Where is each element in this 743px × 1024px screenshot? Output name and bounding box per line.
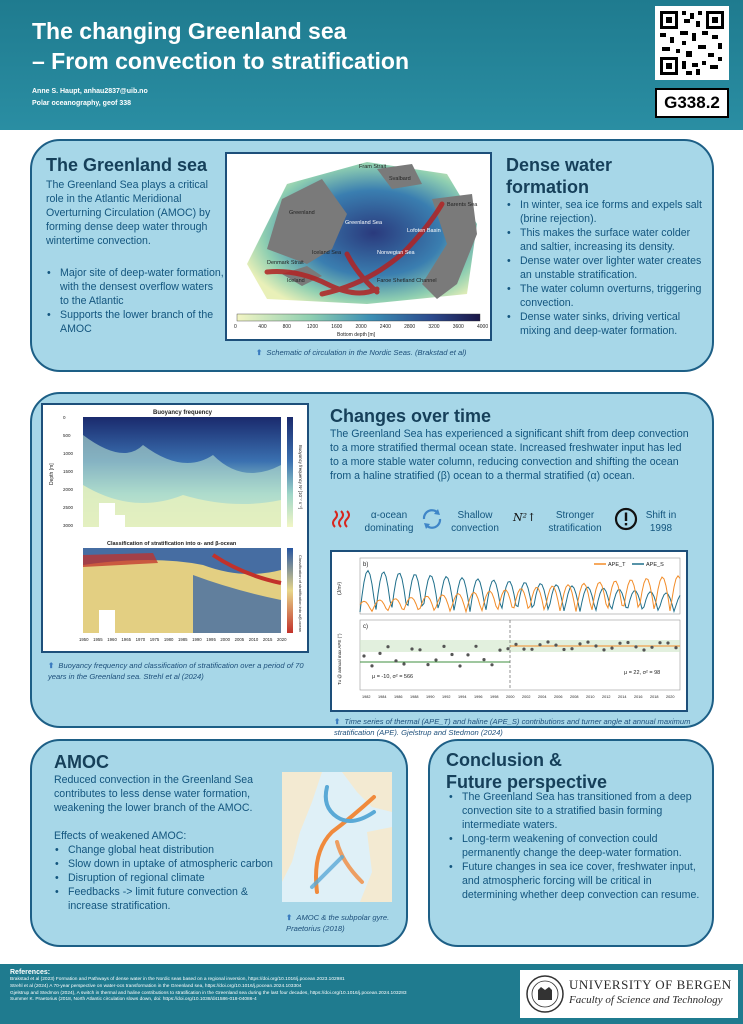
turner-point (546, 640, 549, 643)
poster-title: The changing Greenland sea – From convection to stratification (32, 18, 409, 74)
conclusion-bullets (448, 790, 706, 902)
turner-point (674, 646, 677, 649)
axis-label-y: Depth [m] (49, 463, 55, 485)
x-tick-label: 1965 (121, 637, 131, 642)
colorbar-tick: 1200 (306, 324, 319, 330)
x-tick-label: 1955 (93, 637, 103, 642)
legend-t: APE_T (608, 562, 626, 568)
amoc-bullets (54, 843, 280, 913)
icon-label: Stronger stratification (548, 510, 602, 534)
map-label: Barents Sea (447, 202, 478, 208)
colorbar-label: Bottom depth [m] (337, 332, 376, 338)
icon-item (330, 509, 352, 533)
icon-item (614, 507, 638, 535)
list-item: • The water column overturns, triggering convection. (506, 282, 706, 310)
year-tick-label: 1994 (458, 695, 467, 699)
list-item: • Disruption of regional climate (54, 871, 280, 885)
list-item: • Slow down in uptake of atmospheric carbon (54, 857, 280, 871)
colorbar-tick: 3600 (452, 324, 464, 330)
panel-label-b: b) (363, 562, 369, 568)
stat-label: μ = -10, σ² = 566 (372, 674, 414, 680)
turner-point (554, 644, 557, 647)
reference-item: Strehl et al (2024) A 70-year perspective on water-ocs transformation in the Greenland sea, https://doi.org/10.1016/j.pocean.2024.103304 (10, 983, 302, 989)
list-item: • Dense water over lighter water creates an unstable stratification. (506, 254, 706, 282)
university-logo (520, 970, 738, 1018)
colorbar-tick: 800 (282, 324, 291, 330)
greenland-heading: The Greenland sea (46, 155, 208, 175)
data-gap (115, 515, 125, 527)
buoyancy-figure (41, 403, 309, 653)
turner-point (402, 662, 405, 665)
y-tick-label: 500 (63, 433, 71, 438)
axis-label-y: Tu @ annual max APE (°) (337, 633, 342, 685)
dense-bullets (506, 198, 706, 338)
turner-point (642, 648, 645, 651)
year-tick-label: 1990 (426, 695, 435, 699)
amoc-heading: AMOC (54, 752, 109, 772)
heat-waves-icon (331, 509, 351, 529)
turner-point (650, 646, 653, 649)
qr-code[interactable] (655, 6, 729, 80)
map-label: Faroe Shetland Channel (377, 278, 437, 284)
caption-arrow-icon: ⬆ (48, 661, 55, 670)
list-item: • Long-term weakening of convection could permanently change the deep-water formation. (448, 832, 706, 860)
amoc-caption: ⬆ AMOC & the subpolar gyre. Praetorius (2018) (286, 913, 390, 933)
changes-text: The Greenland Sea has experienced a significant shift from deep convection to a more stratified thermal ocean state. Increased freshwater input has led to a more stable water column, reducing convection and shifting the ocean from a haline stratified (β) ocean to a thermal stratified (α) ocean. (330, 428, 689, 482)
y-tick-label: 0 (63, 415, 66, 420)
y-tick-label: 2000 (63, 487, 74, 492)
turner-point (522, 648, 525, 651)
year-tick-label: 1996 (474, 695, 483, 699)
turner-point (394, 659, 397, 662)
ape-figure (330, 550, 688, 712)
panel-label-c: c) (363, 624, 368, 630)
x-tick-label: 1975 (149, 637, 160, 642)
x-tick-label: 1970 (135, 637, 146, 642)
turner-point (506, 647, 509, 650)
amoc-effects-title: Effects of weakened AMOC: (54, 830, 187, 842)
changes-heading: Changes over time (330, 406, 492, 426)
x-tick-label: 1960 (107, 637, 117, 642)
university-name: UNIVERSITY OF BERGEN (569, 977, 732, 992)
x-tick-label: 2010 (248, 637, 259, 642)
list-item: • Future changes in sea ice cover, freshwater input, and atmospheric forcing will be critical in determining whether deep convection can resume. (448, 860, 706, 902)
year-tick-label: 1982 (362, 695, 371, 699)
year-tick-label: 1992 (442, 695, 451, 699)
turner-point (458, 664, 461, 667)
turner-point (514, 643, 517, 646)
turner-point (418, 648, 421, 651)
x-tick-label: 2015 (262, 637, 273, 642)
year-tick-label: 2016 (634, 695, 643, 699)
turner-point (578, 642, 581, 645)
x-tick-label: 1990 (192, 637, 202, 642)
amoc-intro: Reduced convection in the Greenland Sea contributes to less dense water formation, weakening the lower branch of the AMOC. (54, 774, 254, 814)
map-label: Iceland Sea (312, 250, 342, 256)
year-tick-label: 2006 (554, 695, 563, 699)
list-item: • In winter, sea ice forms and expels salt (brine rejection). (506, 198, 706, 226)
map-label: Iceland (287, 278, 305, 284)
x-tick-label: 2020 (277, 637, 287, 642)
turner-point (626, 641, 629, 644)
list-item: • Supports the lower branch of the AMOC (46, 308, 224, 336)
colorbar-a-label: Buoyancy frequency N² [10⁻⁷ s⁻²] (298, 445, 303, 509)
year-tick-label: 1986 (394, 695, 403, 699)
ape-caption: ⬆ Time series of thermal (APE_T) and haline (APE_S) contributions and turner angle at annual maximum stratification (APE). Gjelstrup and Stedmon (2024) (334, 717, 691, 737)
year-tick-label: 2020 (666, 695, 675, 699)
icon-label: Shift in 1998 (645, 510, 677, 534)
ape-graphic (332, 552, 686, 710)
turner-point (490, 663, 493, 666)
list-item: • Change global heat distribution (54, 843, 280, 857)
list-item: • Major site of deep-water formation, with the densest overflow waters to the Atlantic (46, 266, 224, 308)
data-gap (99, 503, 115, 527)
turner-point (370, 664, 373, 667)
x-tick-label: 1950 (79, 637, 89, 642)
map-label: Svalbard (389, 176, 411, 182)
list-item: • This makes the surface water colder and saltier, increasing its density. (506, 226, 706, 254)
colorbar-tick: 1600 (331, 324, 343, 330)
year-tick-label: 2018 (650, 695, 659, 699)
map-label: Greenland Sea (345, 220, 382, 226)
buoyancy-caption: ⬆ Buoyancy frequency and classification of stratification over a period of 70 years in the Greenland sea. Strehl et al (2024) (48, 661, 304, 681)
colorbar-b (287, 548, 293, 633)
turner-point (586, 641, 589, 644)
icon-item (420, 507, 444, 535)
turner-point (562, 648, 565, 651)
greenland-intro: The Greenland Sea plays a critical role in the Atlantic Meridional Overturning Circulation (AMOC) by forming dense deep water through wintertime convection. (46, 179, 211, 247)
reference-item: Summer K. Praetorius (2018, North Atlantic circulation slows down, doi: https://doi.org/10.1038/d41586-018-04086-4 (10, 997, 257, 1003)
turner-point (618, 642, 621, 645)
y-tick-label: 2500 (63, 505, 74, 510)
reference-item: Gjelstrup and Stedmon (2024), A switch in thermal and haline contributions to stratification in the Greenland sea during the last four decades, https://doi.org/10.1016/j.pocean.2024.103283 (10, 990, 407, 996)
y-tick-label: 1500 (63, 469, 74, 474)
colorbar-tick: 0 (234, 324, 237, 330)
turner-point (434, 658, 437, 661)
colorbar-tick: 400 (258, 324, 267, 330)
dense-heading: Dense water formation (506, 155, 613, 197)
year-tick-label: 2014 (618, 695, 627, 699)
turner-point (474, 645, 477, 648)
colorbar-tick: 2000 (355, 324, 367, 330)
university-seal-icon (525, 974, 565, 1014)
turner-point (610, 647, 613, 650)
turner-point (442, 645, 445, 648)
plot-title-a: Buoyancy frequency (153, 410, 213, 416)
map-label: Norwegian Sea (377, 250, 415, 256)
amoc-map (282, 772, 392, 902)
year-tick-label: 1984 (378, 695, 387, 699)
list-item: • Dense water sinks, driving vertical mixing and deep-water formation. (506, 310, 706, 338)
year-tick-label: 1998 (490, 695, 499, 699)
turner-point (538, 643, 541, 646)
turner-point (570, 647, 573, 650)
turner-point (530, 648, 533, 651)
icon-label: Shallow convection (451, 510, 499, 534)
colorbar-a (287, 417, 293, 527)
poster-code-badge: G338.2 (655, 88, 729, 118)
list-item: • The Greenland Sea has transitioned from a deep convection site to a stratified basin forming intermediate waters. (448, 790, 706, 832)
nordic-seas-map (225, 152, 492, 341)
author-info: Anne S. Haupt, anhau2837@uib.no Polar oceanography, geof 338 (32, 88, 148, 107)
colorbar-tick: 2400 (379, 324, 391, 330)
year-tick-label: 2010 (586, 695, 595, 699)
colorbar-tick: 3200 (428, 324, 440, 330)
map-label: Denmark Strait (267, 260, 304, 266)
legend-s: APE_S (646, 562, 664, 568)
qr-code-icon (658, 9, 726, 77)
exclamation-icon (614, 507, 638, 531)
plot-title-b: Classification of stratification into α- and β-ocean (107, 541, 237, 547)
year-tick-label: 2002 (522, 695, 531, 699)
greenland-bullets (46, 266, 224, 336)
year-tick-label: 1988 (410, 695, 419, 699)
colorbar-tick: 2800 (404, 324, 416, 330)
turner-point (450, 653, 453, 656)
map-caption: ⬆ Schematic of circulation in the Nordic Seas. (Brakstad et al) (256, 348, 467, 357)
caption-arrow-icon: ⬆ (334, 717, 341, 726)
turner-point (362, 654, 365, 657)
nordic-seas-map-graphic (227, 154, 490, 339)
map-label: Lofoten Basin (407, 228, 441, 234)
x-tick-label: 2005 (234, 637, 245, 642)
icon-label: α-ocean dominating (364, 510, 414, 534)
n-squared-icon: N²↑ (513, 511, 537, 524)
x-tick-label: 2000 (220, 637, 230, 642)
turner-point (666, 641, 669, 644)
conclusion-heading: Conclusion & Future perspective (446, 750, 608, 792)
year-tick-label: 2008 (570, 695, 579, 699)
x-tick-label: 1985 (178, 637, 188, 642)
turner-point (426, 663, 429, 666)
references: References: Brakstad et al (2023) Formation and Pathways of dense water in the Nordic seas based on a regional inversion, https://doi.org/10.1016/j.pocean.2023.102981 Strehl et al (2024) A 70-year perspective on water-ocs transformation in the Greenland sea, https://doi.org/10.1016/j.pocean.2024.103304 Gjelstrup and Stedmon (2024), A switch in thermal and haline contributions to stratification in the Greenland sea during the last four decades, https://doi.org/10.1016/j.pocean.2024.103283 Summer K. Praetorius (2018, North Atlantic circulation slows down, doi: https://doi.org/10.1038/d41586-018-04086-4 (10, 968, 515, 1004)
y-tick-label: 1000 (63, 451, 74, 456)
data-gap (99, 610, 115, 633)
turner-point (498, 649, 501, 652)
caption-arrow-icon: ⬆ (286, 913, 293, 922)
list-item: • Feedbacks -> limit future convection & increase stratification. (54, 885, 280, 913)
stat-label: μ = 22, σ² = 98 (624, 670, 661, 676)
x-tick-label: 1995 (206, 637, 216, 642)
reference-item: Brakstad et al (2023) Formation and Pathways of dense water in the Nordic seas based on a regional inversion, https://doi.org/10.1016/j.pocean.2023.102981 (10, 977, 345, 982)
caption-arrow-icon: ⬆ (256, 348, 263, 357)
year-tick-label: 2004 (538, 695, 547, 699)
change-icons (330, 505, 700, 545)
x-tick-label: 1980 (163, 637, 174, 642)
turner-point (594, 644, 597, 647)
turner-point (466, 653, 469, 656)
map-label: Greenland (289, 210, 315, 216)
colorbar-b-label: Classification of stratification into α/β-ocean (298, 555, 303, 633)
turner-point (410, 647, 413, 650)
turner-point (482, 658, 485, 661)
faculty-name: Faculty of Science and Technology (569, 994, 723, 1006)
buoyancy-graphic (43, 405, 307, 651)
turner-point (602, 648, 605, 651)
y-tick-label: 3000 (63, 523, 74, 528)
cycle-arrows-icon (420, 507, 444, 531)
year-tick-label: 2012 (602, 695, 611, 699)
turner-point (386, 645, 389, 648)
turner-point (378, 652, 381, 655)
axis-label-y: (J/m²) (337, 581, 343, 595)
year-tick-label: 2000 (506, 695, 515, 699)
turner-point (634, 645, 637, 648)
turner-point (658, 641, 661, 644)
colorbar-tick: 4000 (477, 324, 489, 330)
map-label: Fram Strait (359, 164, 387, 170)
amoc-map-graphic (282, 772, 392, 902)
